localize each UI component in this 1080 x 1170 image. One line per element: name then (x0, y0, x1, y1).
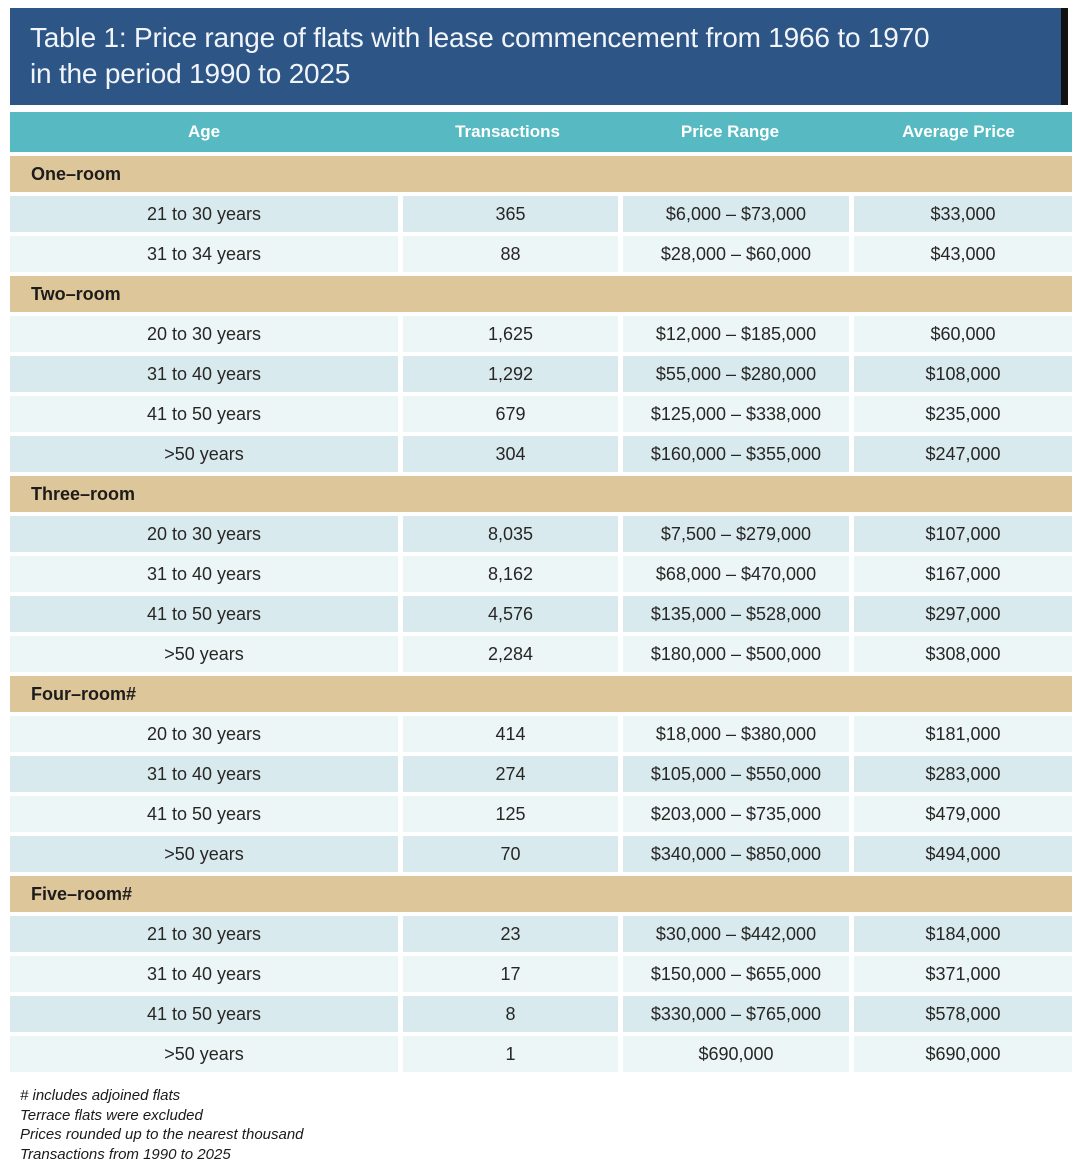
average-price-cell: $184,000 (854, 916, 1072, 952)
transactions-cell: 304 (403, 436, 618, 472)
section-header-one-room: One–room (10, 156, 1072, 192)
age-cell: 41 to 50 years (10, 796, 398, 832)
price-range-cell: $105,000 – $550,000 (623, 756, 849, 792)
age-cell: 41 to 50 years (10, 596, 398, 632)
table-row (10, 996, 1072, 1032)
price-range-cell: $180,000 – $500,000 (623, 636, 849, 672)
average-price-cell: $181,000 (854, 716, 1072, 752)
footnote-price-rounding: Prices rounded up to the nearest thousand (20, 1126, 304, 1143)
price-table (10, 112, 1072, 1072)
average-price-cell: $33,000 (854, 196, 1072, 232)
average-price-cell: $308,000 (854, 636, 1072, 672)
transactions-cell: 8,162 (403, 556, 618, 592)
transactions-cell: 1 (403, 1036, 618, 1072)
age-cell: 20 to 30 years (10, 716, 398, 752)
table-title-banner (10, 8, 1068, 105)
price-range-cell: $150,000 – $655,000 (623, 956, 849, 992)
column-header-age: Age (10, 112, 398, 152)
column-header-transactions: Transactions (400, 112, 615, 152)
transactions-cell: 23 (403, 916, 618, 952)
table-row (10, 836, 1072, 872)
transactions-cell: 2,284 (403, 636, 618, 672)
footnote-terrace-flats: Terrace flats were excluded (20, 1106, 203, 1124)
age-cell: 31 to 40 years (10, 356, 398, 392)
table-row (10, 596, 1072, 632)
transactions-cell: 17 (403, 956, 618, 992)
price-range-cell: $125,000 – $338,000 (623, 396, 849, 432)
price-range-cell: $135,000 – $528,000 (623, 596, 849, 632)
footnote-transaction-span: Transactions from 1990 to 2025 (20, 1145, 231, 1163)
price-range-cell: $160,000 – $355,000 (623, 436, 849, 472)
column-header-row (10, 112, 1072, 152)
table-row (10, 436, 1072, 472)
price-range-cell: $330,000 – $765,000 (623, 996, 849, 1032)
average-price-cell: $494,000 (854, 836, 1072, 872)
transactions-cell: 8 (403, 996, 618, 1032)
section-header-two-room: Two–room (10, 276, 1072, 312)
table-row (10, 236, 1072, 272)
transactions-cell: 679 (403, 396, 618, 432)
age-cell: >50 years (10, 836, 398, 872)
price-range-cell: $28,000 – $60,000 (623, 236, 849, 272)
price-range-cell: $6,000 – $73,000 (623, 196, 849, 232)
age-cell: >50 years (10, 636, 398, 672)
section-header-three-room: Three–room (10, 476, 1072, 512)
age-cell: 31 to 40 years (10, 756, 398, 792)
price-range-cell: $7,500 – $279,000 (623, 516, 849, 552)
average-price-cell: $235,000 (854, 396, 1072, 432)
transactions-cell: 4,576 (403, 596, 618, 632)
table-row (10, 556, 1072, 592)
transactions-cell: 274 (403, 756, 618, 792)
footnote-adjoined-flats: # includes adjoined flats (20, 1087, 181, 1104)
section-header-four-room: Four–room# (10, 676, 1072, 712)
price-range-cell: $55,000 – $280,000 (623, 356, 849, 392)
price-range-cell: $30,000 – $442,000 (623, 916, 849, 952)
price-range-cell: $690,000 (623, 1036, 849, 1072)
average-price-cell: $479,000 (854, 796, 1072, 832)
transactions-cell: 1,292 (403, 356, 618, 392)
average-price-cell: $690,000 (854, 1036, 1072, 1072)
transactions-cell: 414 (403, 716, 618, 752)
table-row (10, 316, 1072, 352)
table-row (10, 716, 1072, 752)
age-cell: >50 years (10, 436, 398, 472)
price-range-cell: $68,000 – $470,000 (623, 556, 849, 592)
price-range-cell: $203,000 – $735,000 (623, 796, 849, 832)
price-range-cell: $340,000 – $850,000 (623, 836, 849, 872)
table-title-line2: in the period 1990 to 2025 (30, 58, 351, 89)
price-range-cell: $18,000 – $380,000 (623, 716, 849, 752)
age-cell: >50 years (10, 1036, 398, 1072)
age-cell: 41 to 50 years (10, 996, 398, 1032)
column-header-average-price: Average Price (845, 112, 1072, 152)
transactions-cell: 8,035 (403, 516, 618, 552)
age-cell: 41 to 50 years (10, 396, 398, 432)
table-row (10, 756, 1072, 792)
table-row (10, 916, 1072, 952)
column-header-price-range: Price Range (617, 112, 843, 152)
average-price-cell: $43,000 (854, 236, 1072, 272)
transactions-cell: 70 (403, 836, 618, 872)
table-row (10, 636, 1072, 672)
table-title-line1: Table 1: Price range of flats with lease commencement from 1966 to 1970 (30, 22, 930, 53)
age-cell: 20 to 30 years (10, 516, 398, 552)
table-row (10, 796, 1072, 832)
average-price-cell: $283,000 (854, 756, 1072, 792)
table-row (10, 956, 1072, 992)
average-price-cell: $108,000 (854, 356, 1072, 392)
footnotes (20, 1086, 1080, 1164)
table-row (10, 396, 1072, 432)
average-price-cell: $371,000 (854, 956, 1072, 992)
table-row (10, 516, 1072, 552)
age-cell: 31 to 40 years (10, 956, 398, 992)
price-range-cell: $12,000 – $185,000 (623, 316, 849, 352)
average-price-cell: $60,000 (854, 316, 1072, 352)
age-cell: 20 to 30 years (10, 316, 398, 352)
table-row (10, 1036, 1072, 1072)
transactions-cell: 1,625 (403, 316, 618, 352)
section-header-five-room: Five–room# (10, 876, 1072, 912)
age-cell: 31 to 40 years (10, 556, 398, 592)
average-price-cell: $297,000 (854, 596, 1072, 632)
table-row (10, 196, 1072, 232)
transactions-cell: 88 (403, 236, 618, 272)
table-row (10, 356, 1072, 392)
transactions-cell: 365 (403, 196, 618, 232)
average-price-cell: $247,000 (854, 436, 1072, 472)
transactions-cell: 125 (403, 796, 618, 832)
table-body (10, 156, 1072, 1072)
average-price-cell: $578,000 (854, 996, 1072, 1032)
age-cell: 31 to 34 years (10, 236, 398, 272)
age-cell: 21 to 30 years (10, 916, 398, 952)
average-price-cell: $167,000 (854, 556, 1072, 592)
age-cell: 21 to 30 years (10, 196, 398, 232)
average-price-cell: $107,000 (854, 516, 1072, 552)
